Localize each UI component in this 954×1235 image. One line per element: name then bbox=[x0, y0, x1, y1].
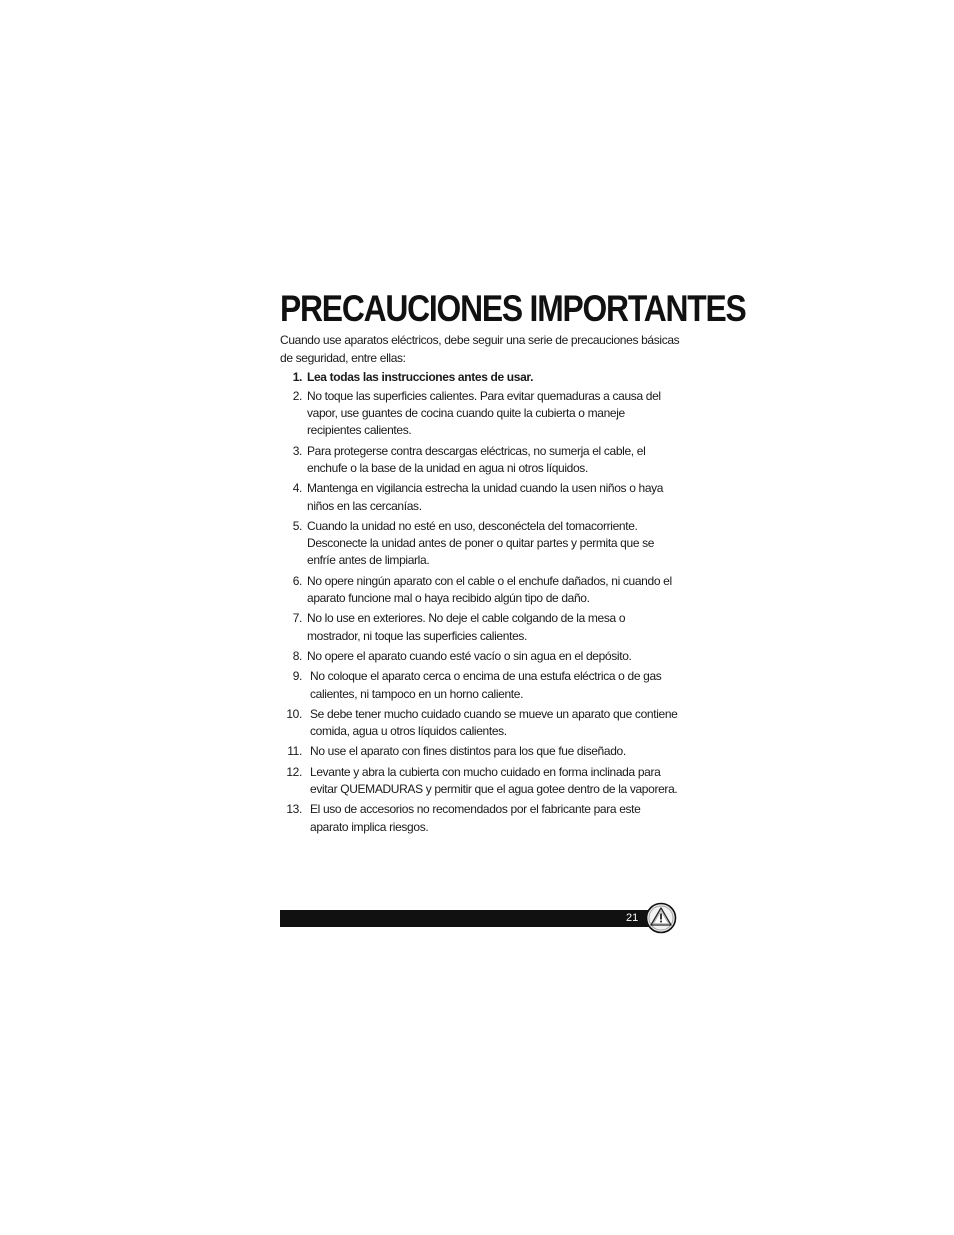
item-number: 3. bbox=[292, 443, 302, 458]
list-item bbox=[280, 480, 680, 515]
item-number: 5. bbox=[292, 518, 302, 533]
list-item bbox=[280, 443, 680, 478]
item-number: 10. bbox=[286, 706, 302, 721]
footer-bar bbox=[280, 910, 652, 927]
page-number: 21 bbox=[626, 912, 639, 924]
item-number: 1. bbox=[292, 370, 302, 384]
item-text: No use el aparato con fines distintos para los que fue diseñado. bbox=[310, 744, 626, 759]
item-text: No opere ningún aparato con el cable o el enchufe dañados, ni cuando el aparato funcione mal o haya recibido algún tipo de daño. bbox=[307, 573, 672, 606]
item-number: 13. bbox=[286, 802, 302, 817]
list-item bbox=[280, 610, 680, 645]
page-title: PRECAUCIONES IMPORTANTES bbox=[280, 288, 746, 329]
list-item bbox=[280, 648, 680, 665]
item-number: 11. bbox=[287, 744, 302, 759]
item-text: Cuando la unidad no esté en uso, desconéctela del tomacorriente. Desconecte la unidad antes de poner o quitar partes y permita que se enfríe antes de limpiarla. bbox=[307, 518, 655, 568]
list-item bbox=[280, 706, 680, 741]
list-item bbox=[280, 764, 680, 799]
item-number: 2. bbox=[292, 388, 302, 403]
item-text: No toque las superficies calientes. Para evitar quemaduras a causa del vapor, use guantes de cocina cuando quite la cubierta o maneje recipientes calientes. bbox=[307, 388, 661, 438]
item-number: 4. bbox=[292, 481, 302, 496]
item-number: 8. bbox=[292, 648, 302, 663]
item-number: 9. bbox=[292, 669, 302, 684]
item-text: Se debe tener mucho cuidado cuando se mueve un aparato que contiene comida, agua u otros líquidos calientes. bbox=[310, 706, 678, 739]
list-item bbox=[280, 369, 680, 386]
item-number: 7. bbox=[292, 611, 302, 626]
item-text: Lea todas las instrucciones antes de usar. bbox=[307, 370, 534, 384]
item-text: No coloque el aparato cerca o encima de una estufa eléctrica o de gas calientes, ni tampoco en un horno caliente. bbox=[310, 669, 662, 701]
list-item bbox=[280, 668, 680, 703]
list-item bbox=[280, 388, 680, 440]
item-text: Levante y abra la cubierta con mucho cuidado en forma inclinada para evitar QUEMADURAS y permitir que el agua gotee dentro de la vaporera. bbox=[310, 764, 678, 797]
list-item bbox=[280, 518, 680, 570]
list-item bbox=[280, 801, 680, 836]
intro-paragraph: Cuando use aparatos eléctricos, debe seguir una serie de precauciones básicas de seguridad, entre ellas: bbox=[280, 333, 680, 365]
precautions-list bbox=[280, 369, 680, 836]
item-text: No opere el aparato cuando esté vacío o sin agua en el depósito. bbox=[307, 648, 632, 663]
list-item bbox=[280, 743, 680, 760]
item-text: Mantenga en vigilancia estrecha la unidad cuando la usen niños o haya niños en las cercanías. bbox=[307, 481, 664, 513]
warning-triangle-icon bbox=[645, 902, 677, 934]
list-item bbox=[280, 573, 680, 608]
item-number: 6. bbox=[292, 573, 302, 588]
item-text: Para protegerse contra descargas eléctricas, no sumerja el cable, el enchufe o la base de la unidad en agua ni otros líquidos. bbox=[307, 443, 646, 475]
item-text: No lo use en exteriores. No deje el cable colgando de la mesa o mostrador, ni toque las superficies calientes. bbox=[307, 611, 626, 643]
item-text: El uso de accesorios no recomendados por el fabricante para este aparato implica riesgos. bbox=[310, 802, 641, 834]
item-number: 12. bbox=[286, 764, 302, 779]
